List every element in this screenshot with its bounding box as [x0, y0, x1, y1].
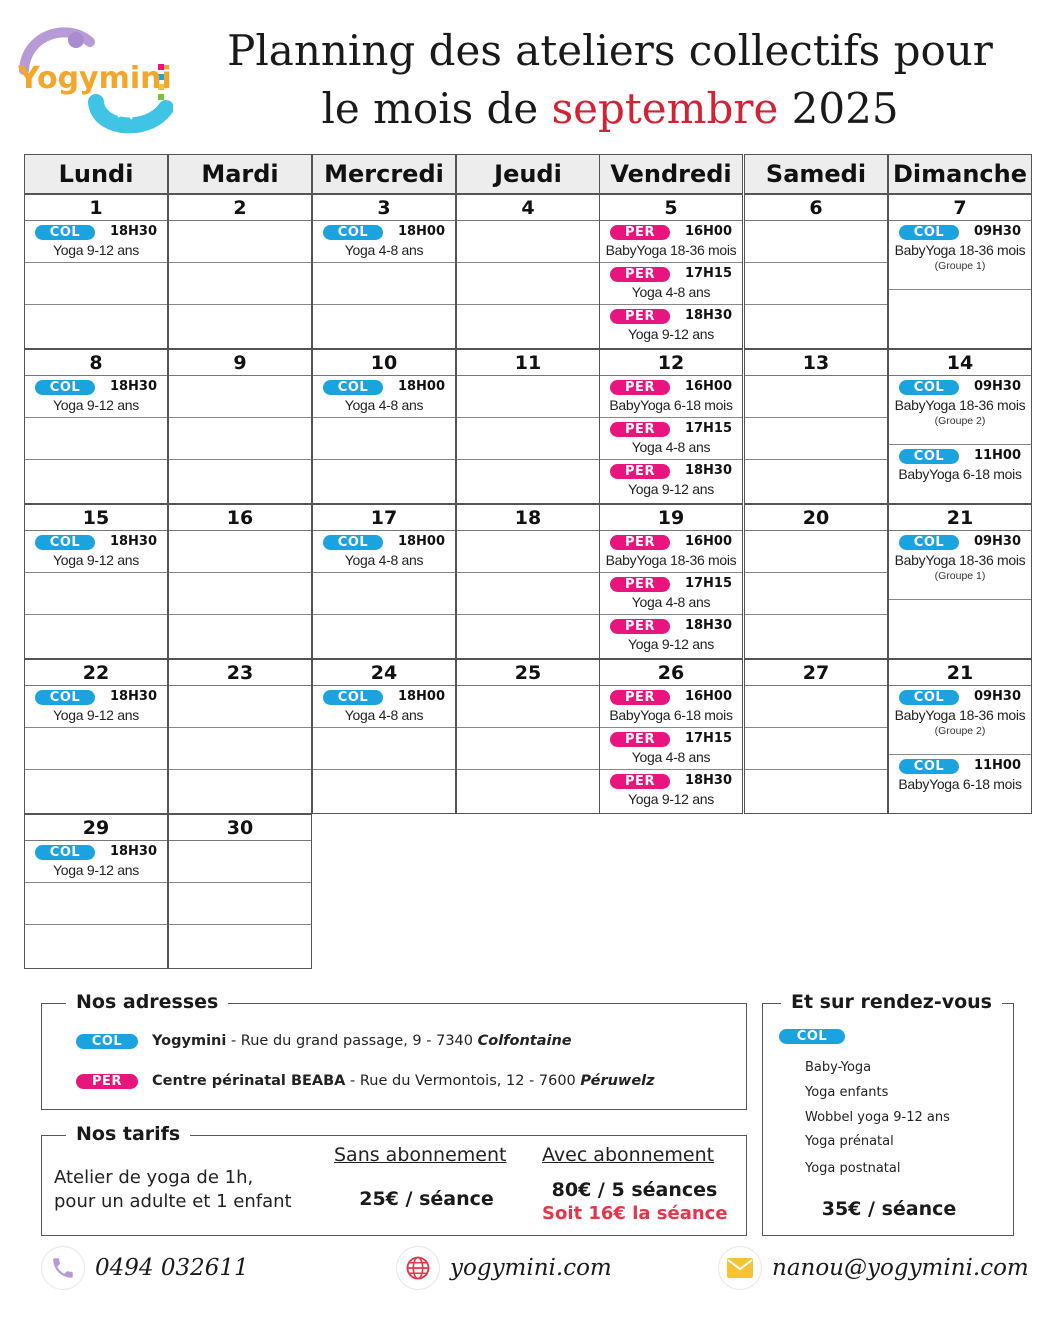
col-badge: COL — [899, 225, 959, 240]
day-number: 9 — [169, 350, 311, 376]
day-number: 21 — [889, 505, 1031, 531]
day-cell — [24, 349, 168, 504]
session-time: 09H30 — [973, 689, 1021, 704]
weekday-header: Mardi — [168, 154, 312, 194]
session-slot — [313, 305, 455, 347]
session-time: 17H15 — [684, 576, 732, 591]
session-slot — [600, 305, 742, 347]
session-slot — [457, 460, 599, 502]
avec-abonnement-price: 80€ / 5 séances — [551, 1179, 718, 1201]
day-cell — [456, 504, 600, 659]
day-number: 2 — [169, 195, 311, 221]
rdv-item: Yoga postnatal — [805, 1161, 901, 1176]
session-activity: Yoga 9-12 ans — [53, 707, 139, 723]
session-slot — [313, 460, 455, 502]
session-slot — [313, 728, 455, 770]
day-number: 30 — [169, 815, 311, 841]
session-time: 11H00 — [973, 448, 1021, 463]
rdv-item: Wobbel yoga 9-12 ans — [805, 1110, 950, 1125]
session-time: 18H30 — [684, 308, 732, 323]
session-time: 17H15 — [684, 266, 732, 281]
per-badge: PER — [610, 309, 670, 324]
session-slot — [889, 755, 1031, 812]
day-cell — [888, 194, 1032, 349]
session-slot — [313, 686, 455, 728]
day-cell — [599, 659, 743, 814]
avec-abonnement-sub: Soit 16€ la séance — [542, 1203, 728, 1224]
session-group-note: (Groupe 2) — [934, 415, 986, 427]
day-cell — [744, 659, 888, 814]
title-prefix: le mois de — [321, 84, 552, 133]
session-slot — [745, 376, 887, 418]
session-slot — [169, 615, 311, 657]
day-number: 11 — [457, 350, 599, 376]
session-slot — [313, 573, 455, 615]
session-slot — [745, 263, 887, 305]
day-cell — [888, 504, 1032, 659]
weekday-header: Dimanche — [888, 154, 1032, 194]
session-slot — [169, 728, 311, 770]
col-badge: COL — [899, 759, 959, 774]
tarifs-panel — [41, 1123, 747, 1236]
per-badge: PER — [610, 577, 670, 592]
phone-number: 0494 032611 — [95, 1255, 249, 1281]
session-slot — [889, 445, 1031, 502]
day-number: 8 — [25, 350, 167, 376]
email-address: nanou@yogymini.com — [772, 1255, 1029, 1281]
day-cell — [744, 194, 888, 349]
session-activity: BabyYoga 18-36 mois — [605, 242, 737, 258]
session-slot — [745, 305, 887, 347]
tarif-description-line-1: Atelier de yoga de 1h, — [54, 1167, 254, 1188]
session-activity: Yoga 9-12 ans — [53, 862, 139, 878]
session-slot — [169, 376, 311, 418]
session-slot — [457, 615, 599, 657]
session-slot — [457, 305, 599, 347]
day-number: 3 — [313, 195, 455, 221]
session-time: 18H30 — [109, 224, 157, 239]
session-time: 09H30 — [973, 224, 1021, 239]
weekday-header: Vendredi — [599, 154, 743, 194]
day-number: 4 — [457, 195, 599, 221]
day-cell — [168, 659, 312, 814]
session-activity: BabyYoga 6-18 mois — [898, 776, 1022, 792]
col-badge: COL — [323, 690, 383, 705]
day-cell — [744, 349, 888, 504]
col-badge: COL — [35, 690, 95, 705]
per-badge: PER — [610, 774, 670, 789]
session-activity: Yoga 4-8 ans — [344, 397, 424, 413]
day-cell — [888, 659, 1032, 814]
day-number: 18 — [457, 505, 599, 531]
email-contact[interactable] — [718, 1246, 1029, 1290]
session-group-note: (Groupe 1) — [934, 570, 986, 582]
day-cell — [24, 194, 168, 349]
rdv-item: Baby-Yoga — [805, 1060, 872, 1075]
title-year: 2025 — [778, 84, 899, 133]
session-slot — [25, 883, 167, 925]
session-slot — [313, 263, 455, 305]
session-slot — [169, 925, 311, 967]
session-activity: Yoga 4-8 ans — [631, 439, 711, 455]
per-badge: PER — [610, 464, 670, 479]
session-slot — [745, 573, 887, 615]
day-cell — [168, 504, 312, 659]
rdv-panel — [762, 991, 1014, 1236]
session-time: 16H00 — [684, 534, 732, 549]
session-slot — [745, 728, 887, 770]
per-badge: PER — [610, 267, 670, 282]
session-slot — [889, 686, 1031, 755]
day-number: 27 — [745, 660, 887, 686]
session-time: 18H00 — [397, 689, 445, 704]
website-contact[interactable] — [396, 1246, 612, 1290]
session-slot — [25, 376, 167, 418]
day-number: 23 — [169, 660, 311, 686]
sans-abonnement-title: Sans abonnement — [334, 1144, 507, 1166]
col-badge: COL — [899, 449, 959, 464]
col-badge: COL — [76, 1034, 138, 1049]
day-cell — [599, 194, 743, 349]
session-activity: Yoga 9-12 ans — [53, 552, 139, 568]
session-slot — [600, 573, 742, 615]
session-slot — [457, 376, 599, 418]
session-slot — [313, 376, 455, 418]
weekday-header: Mercredi — [312, 154, 456, 194]
weekday-header: Lundi — [24, 154, 168, 194]
session-time: 16H00 — [684, 224, 732, 239]
title-line-1: Planning des ateliers collectifs pour — [227, 26, 993, 75]
day-number: 13 — [745, 350, 887, 376]
session-slot — [169, 460, 311, 502]
session-slot — [25, 841, 167, 883]
tarifs-title: Nos tarifs — [66, 1123, 190, 1145]
session-activity: Yoga 4-8 ans — [344, 552, 424, 568]
session-slot — [457, 573, 599, 615]
envelope-icon — [718, 1246, 762, 1290]
col-badge: COL — [35, 535, 95, 550]
session-activity: BabyYoga 18-36 mois — [605, 552, 737, 568]
session-slot — [745, 615, 887, 657]
session-activity: BabyYoga 18-36 mois — [894, 242, 1026, 258]
address-col-street: - Rue du grand passage, 9 - 7340 — [226, 1033, 478, 1049]
address-per-town: Péruwelz — [580, 1073, 655, 1089]
session-slot — [25, 728, 167, 770]
session-time: 18H30 — [684, 463, 732, 478]
session-slot — [25, 460, 167, 502]
session-slot — [25, 263, 167, 305]
day-cell — [168, 194, 312, 349]
session-activity: Yoga 4-8 ans — [631, 594, 711, 610]
session-slot — [457, 263, 599, 305]
session-slot — [745, 221, 887, 263]
session-activity: BabyYoga 18-36 mois — [894, 397, 1026, 413]
session-time: 09H30 — [973, 379, 1021, 394]
session-slot — [600, 221, 742, 263]
day-cell — [312, 659, 456, 814]
col-badge: COL — [899, 380, 959, 395]
session-activity: Yoga 4-8 ans — [631, 284, 711, 300]
day-cell — [599, 349, 743, 504]
session-slot — [600, 615, 742, 657]
avec-abonnement-title: Avec abonnement — [542, 1144, 715, 1166]
col-badge: COL — [323, 380, 383, 395]
session-slot — [457, 770, 599, 812]
yogymini-logo — [18, 22, 173, 137]
session-slot — [457, 686, 599, 728]
session-slot — [313, 531, 455, 573]
per-badge: PER — [610, 690, 670, 705]
website-url: yogymini.com — [450, 1255, 612, 1281]
session-slot — [169, 841, 311, 883]
day-number: 15 — [25, 505, 167, 531]
col-badge: COL — [35, 380, 95, 395]
svg-text:Yogymini: Yogymini — [18, 61, 172, 96]
session-slot — [25, 531, 167, 573]
session-time: 18H00 — [397, 379, 445, 394]
day-cell — [24, 814, 168, 969]
col-badge: COL — [35, 845, 95, 860]
day-number: 29 — [25, 815, 167, 841]
day-number: 19 — [600, 505, 742, 531]
session-slot — [169, 305, 311, 347]
session-slot — [25, 686, 167, 728]
session-group-note: (Groupe 2) — [934, 725, 986, 737]
session-time: 11H00 — [973, 758, 1021, 773]
day-cell — [888, 349, 1032, 504]
day-cell — [456, 194, 600, 349]
day-cell — [312, 194, 456, 349]
day-cell — [168, 349, 312, 504]
day-cell — [312, 349, 456, 504]
session-slot — [745, 460, 887, 502]
session-time: 09H30 — [973, 534, 1021, 549]
day-number: 25 — [457, 660, 599, 686]
per-badge: PER — [76, 1074, 138, 1089]
session-slot — [313, 615, 455, 657]
session-time: 18H30 — [109, 534, 157, 549]
session-activity: Yoga 4-8 ans — [631, 749, 711, 765]
session-slot — [313, 770, 455, 812]
session-activity: Yoga 9-12 ans — [628, 636, 714, 652]
session-slot — [889, 600, 1031, 657]
col-badge: COL — [323, 225, 383, 240]
session-time: 18H30 — [684, 618, 732, 633]
rdv-item: Yoga prénatal — [805, 1134, 894, 1149]
session-slot — [25, 770, 167, 812]
session-slot — [889, 531, 1031, 600]
address-per-street: - Rue du Vermontois, 12 - 7600 — [345, 1073, 581, 1089]
title-line-2 — [190, 80, 1030, 138]
session-slot — [600, 460, 742, 502]
session-slot — [600, 531, 742, 573]
per-badge: PER — [610, 380, 670, 395]
day-number: 7 — [889, 195, 1031, 221]
session-slot — [889, 221, 1031, 290]
day-number: 5 — [600, 195, 742, 221]
session-slot — [25, 221, 167, 263]
session-slot — [25, 573, 167, 615]
session-activity: Yoga 9-12 ans — [53, 397, 139, 413]
col-badge: COL — [899, 535, 959, 550]
session-slot — [169, 883, 311, 925]
rdv-item: Yoga enfants — [805, 1085, 889, 1100]
address-per-name: Centre périnatal BEABA — [152, 1073, 346, 1089]
tarif-description — [54, 1166, 292, 1214]
session-group-note: (Groupe 1) — [934, 260, 986, 272]
day-cell — [456, 349, 600, 504]
day-number: 17 — [313, 505, 455, 531]
session-slot — [600, 686, 742, 728]
session-slot — [745, 531, 887, 573]
session-slot — [889, 290, 1031, 347]
session-activity: Yoga 9-12 ans — [628, 326, 714, 342]
day-number: 14 — [889, 350, 1031, 376]
session-slot — [25, 615, 167, 657]
day-number: 12 — [600, 350, 742, 376]
globe-icon — [396, 1246, 440, 1290]
session-slot — [169, 573, 311, 615]
day-cell — [456, 659, 600, 814]
session-slot — [169, 221, 311, 263]
day-number: 10 — [313, 350, 455, 376]
session-slot — [25, 305, 167, 347]
session-slot — [600, 376, 742, 418]
day-number: 21 — [889, 660, 1031, 686]
session-slot — [600, 770, 742, 812]
per-badge: PER — [610, 732, 670, 747]
phone-icon — [41, 1246, 85, 1290]
session-slot — [457, 728, 599, 770]
session-slot — [25, 925, 167, 967]
session-slot — [457, 221, 599, 263]
weekday-header: Samedi — [744, 154, 888, 194]
day-cell — [312, 504, 456, 659]
day-number: 16 — [169, 505, 311, 531]
session-slot — [169, 531, 311, 573]
per-badge: PER — [610, 619, 670, 634]
session-time: 18H00 — [397, 224, 445, 239]
session-slot — [25, 418, 167, 460]
address-per — [76, 1073, 655, 1089]
session-activity: BabyYoga 18-36 mois — [894, 707, 1026, 723]
session-time: 16H00 — [684, 689, 732, 704]
session-time: 17H15 — [684, 421, 732, 436]
col-badge: COL — [899, 690, 959, 705]
day-number: 1 — [25, 195, 167, 221]
session-slot — [600, 728, 742, 770]
addresses-title: Nos adresses — [66, 991, 228, 1013]
day-cell — [24, 504, 168, 659]
session-slot — [169, 418, 311, 460]
weekday-header: Jeudi — [456, 154, 600, 194]
page-title — [190, 22, 1030, 138]
session-slot — [745, 418, 887, 460]
session-activity: Yoga 9-12 ans — [53, 242, 139, 258]
session-slot — [313, 418, 455, 460]
address-col-name: Yogymini — [152, 1033, 227, 1049]
day-number: 24 — [313, 660, 455, 686]
session-time: 16H00 — [684, 379, 732, 394]
session-slot — [600, 418, 742, 460]
day-number: 26 — [600, 660, 742, 686]
sans-abonnement-price: 25€ / séance — [359, 1188, 494, 1210]
session-activity: BabyYoga 6-18 mois — [898, 466, 1022, 482]
per-badge: PER — [610, 422, 670, 437]
session-activity: Yoga 4-8 ans — [344, 242, 424, 258]
session-activity: Yoga 9-12 ans — [628, 791, 714, 807]
session-activity: BabyYoga 6-18 mois — [609, 707, 733, 723]
day-number: 20 — [745, 505, 887, 531]
per-badge: PER — [610, 535, 670, 550]
phone-contact[interactable] — [41, 1246, 249, 1290]
day-number: 22 — [25, 660, 167, 686]
session-time: 18H30 — [109, 844, 157, 859]
day-cell — [24, 659, 168, 814]
session-slot — [457, 531, 599, 573]
rdv-col-badge: COL — [779, 1029, 845, 1044]
session-slot — [169, 263, 311, 305]
session-time: 18H30 — [684, 773, 732, 788]
rdv-price: 35€ / séance — [821, 1198, 957, 1220]
session-slot — [600, 263, 742, 305]
session-activity: Yoga 9-12 ans — [628, 481, 714, 497]
session-slot — [457, 418, 599, 460]
session-time: 18H00 — [397, 534, 445, 549]
session-slot — [169, 770, 311, 812]
day-number: 6 — [745, 195, 887, 221]
session-activity: BabyYoga 6-18 mois — [609, 397, 733, 413]
col-badge: COL — [323, 535, 383, 550]
day-cell — [168, 814, 312, 969]
session-time: 18H30 — [109, 379, 157, 394]
session-time: 18H30 — [109, 689, 157, 704]
rdv-title: Et sur rendez-vous — [781, 991, 1002, 1013]
session-time: 17H15 — [684, 731, 732, 746]
session-activity: Yoga 4-8 ans — [344, 707, 424, 723]
session-slot — [745, 770, 887, 812]
address-col — [76, 1033, 572, 1049]
session-slot — [169, 686, 311, 728]
addresses-panel — [41, 991, 747, 1110]
session-slot — [313, 221, 455, 263]
title-month: septembre — [551, 84, 779, 133]
tarif-description-line-2: pour un adulte et 1 enfant — [54, 1191, 292, 1212]
session-slot — [745, 686, 887, 728]
day-cell — [599, 504, 743, 659]
address-col-town: Colfontaine — [477, 1033, 572, 1049]
day-cell — [744, 504, 888, 659]
session-slot — [889, 376, 1031, 445]
session-activity: BabyYoga 18-36 mois — [894, 552, 1026, 568]
per-badge: PER — [610, 225, 670, 240]
col-badge: COL — [35, 225, 95, 240]
